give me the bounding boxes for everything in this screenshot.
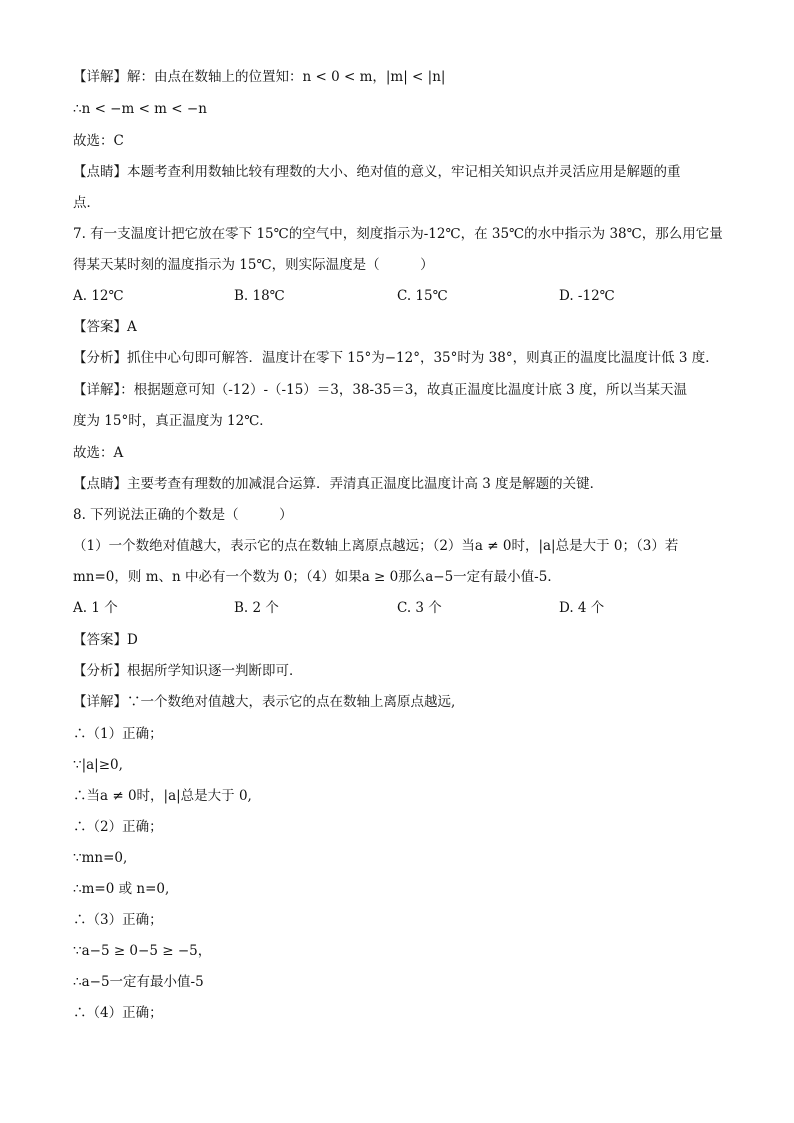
explanation-line: ∵a−5 ≥ 0−5 ≥ −5， bbox=[73, 943, 212, 959]
explanation-line: 度为 15°时，真正温度为 12℃． bbox=[73, 413, 273, 429]
explanation-line: ∴（1）正确； bbox=[73, 726, 163, 742]
explanation-line: ∴（3）正确； bbox=[73, 912, 163, 928]
answer-line: 【答案】A bbox=[73, 319, 137, 335]
question-8-stem: （1）一个数绝对值越大，表示它的点在数轴上离原点越远；（2）当a ≠ 0时，|a|总是大于 0；（3）若 bbox=[73, 538, 679, 554]
explanation-line: ∴（2）正确； bbox=[73, 819, 163, 835]
explanation-line: ∵mn=0, bbox=[73, 850, 128, 866]
explanation-line: ∴（4）正确； bbox=[73, 1005, 163, 1021]
answer-line: 【答案】D bbox=[73, 632, 138, 648]
text-line: ∴n < −m < m < −n bbox=[73, 101, 207, 117]
explanation-line: 【详解】∵一个数绝对值越大，表示它的点在数轴上离原点越远, bbox=[73, 694, 456, 710]
explanation-line: ∴a−5一定有最小值-5 bbox=[73, 974, 204, 990]
analysis-line: 【分析】抓住中心句即可解答．温度计在零下 15°为−12°，35°时为 38°，则真正的温度比温度计低 3 度． bbox=[73, 350, 719, 366]
question-8-stem: mn=0，则 m、n 中必有一个数为 0；（4）如果a ≥ 0那么a−5一定有最小值-5． bbox=[73, 569, 561, 585]
question-7-stem: 得某天某时刻的温度指示为 15℃，则实际温度是（ ） bbox=[73, 257, 434, 273]
option-b: B. 2 个 bbox=[234, 600, 279, 616]
question-7-stem: 7. 有一支温度计把它放在零下 15℃的空气中，刻度指示为-12℃，在 35℃的水中指示为 38℃，那么用它量 bbox=[73, 226, 723, 242]
option-a: A. 1 个 bbox=[73, 600, 118, 616]
text-line: 故选：C bbox=[73, 133, 124, 149]
choice-line: 故选：A bbox=[73, 445, 124, 461]
analysis-line: 【分析】根据所学知识逐一判断即可． bbox=[73, 663, 303, 679]
option-d: D. 4 个 bbox=[559, 600, 605, 616]
question-8-stem: 8. 下列说法正确的个数是（ ） bbox=[73, 507, 293, 523]
explanation-line: 【详解】：根据题意可知（-12）-（-15）＝3，38-35＝3，故真正温度比温度计底 3 度，所以当某天温 bbox=[73, 382, 688, 398]
option-a: A. 12℃ bbox=[73, 288, 124, 304]
explanation-line: ∴当a ≠ 0时，|a|总是大于 0, bbox=[73, 788, 252, 804]
option-c: C. 15℃ bbox=[397, 288, 448, 304]
explanation-line: ∵|a|≥0, bbox=[73, 757, 123, 773]
comment-line: 【点睛】主要考查有理数的加减混合运算．弄清真正温度比温度计高 3 度是解题的关键． bbox=[73, 476, 604, 492]
option-c: C. 3 个 bbox=[397, 600, 442, 616]
text-line: 【详解】解：由点在数轴上的位置知：n < 0 < m，|m| < |n| bbox=[73, 69, 446, 85]
text-line: 点． bbox=[73, 195, 100, 211]
option-d: D. -12℃ bbox=[559, 288, 615, 304]
text-line: 【点睛】本题考查利用数轴比较有理数的大小、绝对值的意义，牢记相关知识点并灵活应用是解题的重 bbox=[73, 164, 681, 180]
option-b: B. 18℃ bbox=[234, 288, 285, 304]
explanation-line: ∴m=0 或 n=0, bbox=[73, 881, 170, 897]
